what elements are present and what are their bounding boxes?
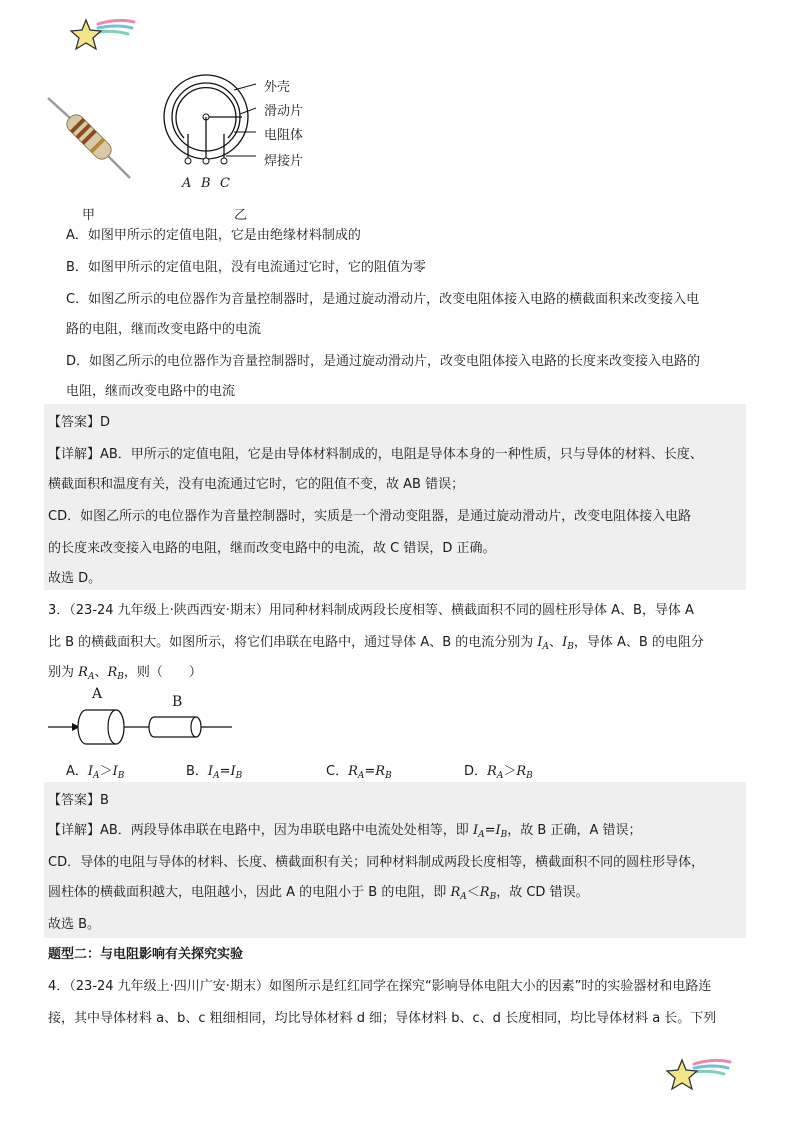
q4-line-1: 4．（23-24 九年级上·四川广安·期末）如图所示是红红同学在探究“影响导体电阻大小的因素”时的实验器材和电路连 — [48, 979, 712, 994]
q3-option-d: D．$R_A>R_B$ — [464, 764, 533, 781]
q2-option-b: B．如图甲所示的定值电阻，没有电流通过它时，它的阻值为零 — [66, 260, 426, 275]
terminal-b-label: B — [201, 176, 211, 191]
q3-stem-1: 3．（23-24 九年级上·陕西西安·期末）用同种材料制成两段长度相等、横截面积不同的圆柱形导体 A、B，导体 A — [48, 603, 694, 618]
q2-answer-box — [44, 404, 746, 590]
q2-detail-3: CD．如图乙所示的电位器作为音量控制器时，实质是一个滑动变阻器，是通过旋动滑动片，改变电阻体接入电路 — [48, 509, 692, 524]
potentiometer-icon — [160, 72, 260, 192]
conductor-b-label: B — [172, 694, 183, 710]
q2-option-a: A．如图甲所示的定值电阻，它是由绝缘材料制成的 — [66, 228, 361, 243]
star-logo-icon — [664, 1054, 734, 1098]
figure-label-jia: 甲 — [82, 208, 96, 223]
q3-option-b: B．$I_A=I_B$ — [186, 764, 243, 781]
q2-detail-4: 的长度来改变接入电路的电阻，继而改变电路中的电流，故 C 错误，D 正确。 — [48, 541, 496, 556]
q2-option-c-cont: 路的电阻，继而改变电路中的电流 — [66, 322, 262, 337]
callout-resistor-body: 电阻体 — [264, 128, 304, 143]
q3-option-c: C．$R_A=R_B$ — [326, 764, 392, 781]
q2-detail-5: 故选 D。 — [48, 571, 102, 586]
q2-option-d: D．如图乙所示的电位器作为音量控制器时，是通过旋动滑动片，改变电阻体接入电路的长度来改变接入电路的 — [66, 354, 701, 369]
q3-option-a: A．$I_A>I_B$ — [66, 764, 125, 781]
callout-shell: 外壳 — [264, 80, 291, 95]
q2-option-c: C．如图乙所示的电位器作为音量控制器时，是通过旋动滑动片，改变电阻体接入电路的横截面积来改变接入电 — [66, 292, 700, 307]
q2-detail-2: 横截面积和温度有关，没有电流通过它时，它的阻值不变，故 AB 错误； — [48, 477, 465, 492]
q3-detail-2: CD．导体的电阻与导体的材料、长度、横截面积有关；同种材料制成两段长度相等，横截面积不同的圆柱形导体， — [48, 855, 705, 870]
callout-slider: 滑动片 — [264, 104, 304, 119]
q3-stem-2: 比 B 的横截面积大。如图所示，将它们串联在电路中，通过导体 A、B 的电流分别为 $I_A$、$I_B$，导体 A、B 的电阻分 — [48, 635, 704, 652]
figure-label-yi: 乙 — [234, 208, 248, 223]
conductor-a-label: A — [92, 686, 103, 702]
conductor-diagram-icon — [46, 690, 236, 752]
q4-line-2: 接，其中导体材料 a、b、c 粗细相同，均比导体材料 d 细；导体材料 b、c、d 长度相同，均比导体材料 a 长。下列 — [48, 1011, 717, 1026]
q3-detail-3: 圆柱体的横截面积越大，电阻越小，因此 A 的电阻小于 B 的电阻，即 $R_A<R_B$，故 CD 错误。 — [48, 885, 589, 902]
star-logo-icon — [68, 14, 138, 58]
q2-option-d-cont: 电阻，继而改变电路中的电流 — [66, 384, 236, 399]
callout-solder-tab: 焊接片 — [264, 154, 304, 169]
q2-detail-1: 【详解】AB．甲所示的定值电阻，它是由导体材料制成的，电阻是导体本身的一种性质，只与导体的材料、长度、 — [48, 447, 703, 462]
terminal-c-label: C — [220, 176, 230, 191]
terminal-a-label: A — [182, 176, 192, 191]
section-title: 题型二：与电阻影响有关探究实验 — [48, 947, 244, 962]
resistor-icon — [44, 92, 136, 184]
q3-answer: 【答案】B — [48, 793, 109, 808]
q3-detail-1: 【详解】AB．两段导体串联在电路中，因为串联电路中电流处处相等，即 $I_A=I_B$，故 B 正确，A 错误； — [48, 823, 642, 840]
q2-answer: 【答案】D — [48, 415, 111, 430]
q3-stem-3: 别为 $R_A$、$R_B$，则（ ） — [48, 665, 202, 682]
q3-detail-4: 故选 B。 — [48, 917, 101, 932]
